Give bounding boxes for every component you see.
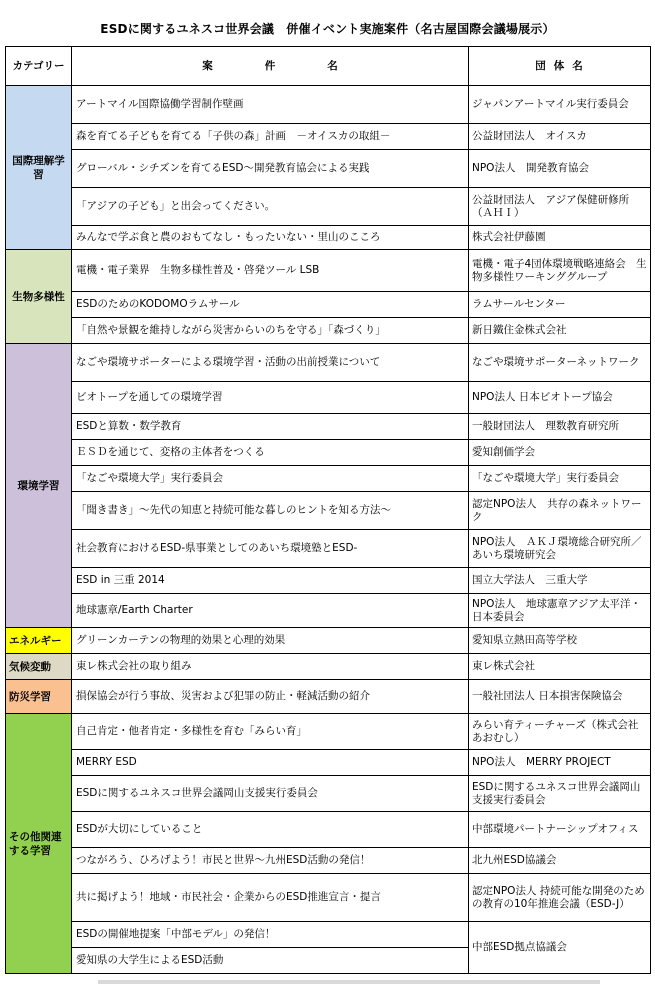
- table-row: [6, 714, 651, 750]
- project-cell: ESDの開催地提案「中部モデル」の発信！: [72, 922, 469, 948]
- organization-cell: 東レ株式会社: [469, 654, 651, 680]
- organization-cell: 愛知県立熱田高等学校: [469, 628, 651, 654]
- table-row: [6, 750, 651, 776]
- table-row: [6, 382, 651, 414]
- organization-cell: 中部環境パートナーシップオフィス: [469, 812, 651, 848]
- project-cell: ESDに関するユネスコ世界会議岡山支援実行委員会: [72, 776, 469, 812]
- project-cell: なごや環境サポーターによる環境学習・活動の出前授業について: [72, 344, 469, 382]
- organization-cell: 新日鐵住金株式会社: [469, 318, 651, 344]
- category-cell: 国際理解学習: [6, 86, 72, 250]
- project-cell: 共に掲げよう！地域・市民社会・企業からのESD推進宣言・提言: [72, 874, 469, 922]
- organization-cell: 公益財団法人 アジア保健研修所（ＡＨＩ）: [469, 188, 651, 226]
- header-organization: 団体名: [469, 47, 651, 86]
- organization-cell: 一般社団法人 日本損害保険協会: [469, 680, 651, 714]
- project-cell: 森を育てる子どもを育てる「子供の森」計画 －オイスカの取組－: [72, 124, 469, 150]
- header-row: [6, 47, 651, 86]
- project-cell: グリーンカーテンの物理的効果と心理的効果: [72, 628, 469, 654]
- category-cell: 気候変動: [6, 654, 72, 680]
- table-row: [6, 124, 651, 150]
- project-cell: 損保協会が行う事故、災害および犯罪の防止・軽減活動の紹介: [72, 680, 469, 714]
- category-cell: 防災学習: [6, 680, 72, 714]
- organization-cell: 北九州ESD協議会: [469, 848, 651, 874]
- table-row: [6, 292, 651, 318]
- table-row: [6, 530, 651, 568]
- project-cell: ＥＳＤを通じて、変格の主体者をつくる: [72, 440, 469, 466]
- project-cell: 愛知県の大学生によるESD活動: [72, 948, 469, 974]
- organization-cell: ESDに関するユネスコ世界会議岡山支援実行委員会: [469, 776, 651, 812]
- project-cell: 東レ株式会社の取り組み: [72, 654, 469, 680]
- organization-cell: NPO法人 開発教育協会: [469, 150, 651, 188]
- table-row: [6, 594, 651, 628]
- table-row: [6, 922, 651, 948]
- organization-cell: 電機・電子4団体環境戦略連絡会 生物多様性ワーキンググループ: [469, 250, 651, 292]
- organization-cell: NPO法人 ＡＫＪ環境総合研究所／あいち環境研究会: [469, 530, 651, 568]
- category-cell: 生物多様性: [6, 250, 72, 344]
- organization-cell: なごや環境サポーターネットワーク: [469, 344, 651, 382]
- event-table: [5, 46, 651, 974]
- project-cell: つながろう、ひろげよう！市民と世界～九州ESD活動の発信！: [72, 848, 469, 874]
- category-cell: 環境学習: [6, 344, 72, 628]
- table-row: [6, 188, 651, 226]
- table-row: [6, 628, 651, 654]
- table-row: [6, 250, 651, 292]
- header-category: カテゴリー: [6, 47, 72, 86]
- table-row: [6, 86, 651, 124]
- project-cell: 社会教育におけるESD-県事業としてのあいち環境塾とESD-: [72, 530, 469, 568]
- table-row: [6, 776, 651, 812]
- project-cell: 自己肯定・他者肯定・多様性を育む「みらい育」: [72, 714, 469, 750]
- table-row: [6, 344, 651, 382]
- project-cell: みんなで学ぶ食と農のおもてなし・もったいない・里山のこころ: [72, 226, 469, 250]
- organization-cell: NPO法人 MERRY PROJECT: [469, 750, 651, 776]
- organization-cell: 国立大学法人 三重大学: [469, 568, 651, 594]
- project-cell: 地球憲章/Earth Charter: [72, 594, 469, 628]
- organization-cell: 公益財団法人 オイスカ: [469, 124, 651, 150]
- table-row: [6, 654, 651, 680]
- project-cell: 「自然や景観を維持しながら災害からいのちを守る」「森づくり」: [72, 318, 469, 344]
- organization-cell: 株式会社伊藤園: [469, 226, 651, 250]
- document-title: ESDに関するユネスコ世界会議 併催イベント実施案件（名古屋国際会議場展示）: [100, 22, 555, 36]
- table-row: [6, 318, 651, 344]
- project-cell: 電機・電子業界 生物多様性普及・啓発ツール LSB: [72, 250, 469, 292]
- organization-cell: 愛知創価学会: [469, 440, 651, 466]
- organization-cell: ジャパンアートマイル実行委員会: [469, 86, 651, 124]
- table-row: [6, 848, 651, 874]
- table-row: [6, 466, 651, 492]
- table-row: [6, 812, 651, 848]
- organization-cell: 「なごや環境大学」実行委員会: [469, 466, 651, 492]
- project-cell: アートマイル国際協働学習制作壁画: [72, 86, 469, 124]
- project-cell: 「なごや環境大学」実行委員会: [72, 466, 469, 492]
- table-row: [6, 874, 651, 922]
- project-cell: 「アジアの子ども」と出会ってください。: [72, 188, 469, 226]
- project-cell: ESD in 三重 2014: [72, 568, 469, 594]
- project-cell: ESDと算数・数学教育: [72, 414, 469, 440]
- project-cell: 「聞き書き」～先代の知恵と持続可能な暮しのヒントを知る方法～: [72, 492, 469, 530]
- table-row: [6, 492, 651, 530]
- scroll-bar-hint: [98, 980, 600, 984]
- table-row: [6, 414, 651, 440]
- header-project: 案件名: [72, 47, 469, 86]
- project-cell: ESDのためのKODOMOラムサール: [72, 292, 469, 318]
- table-row: [6, 680, 651, 714]
- organization-cell: 認定NPO法人 持続可能な開発のための教育の10年推進会議（ESD-J）: [469, 874, 651, 922]
- organization-cell: NPO法人 地球憲章アジア太平洋・日本委員会: [469, 594, 651, 628]
- table-row: [6, 150, 651, 188]
- organization-cell: ラムサールセンター: [469, 292, 651, 318]
- project-cell: ESDが大切にしていること: [72, 812, 469, 848]
- organization-cell: 中部ESD拠点協議会: [469, 922, 651, 974]
- project-cell: ビオトープを通しての環境学習: [72, 382, 469, 414]
- table-row: [6, 440, 651, 466]
- category-cell: その他関連する学習: [6, 714, 72, 974]
- project-cell: MERRY ESD: [72, 750, 469, 776]
- organization-cell: 認定NPO法人 共存の森ネットワーク: [469, 492, 651, 530]
- organization-cell: みらい育ティーチャーズ（株式会社あおむし）: [469, 714, 651, 750]
- table-row: [6, 568, 651, 594]
- organization-cell: 一般財団法人 理数教育研究所: [469, 414, 651, 440]
- organization-cell: NPO法人 日本ビオトープ協会: [469, 382, 651, 414]
- project-cell: グローバル・シチズンを育てるESD～開発教育協会による実践: [72, 150, 469, 188]
- table-row: [6, 226, 651, 250]
- category-cell: エネルギー: [6, 628, 72, 654]
